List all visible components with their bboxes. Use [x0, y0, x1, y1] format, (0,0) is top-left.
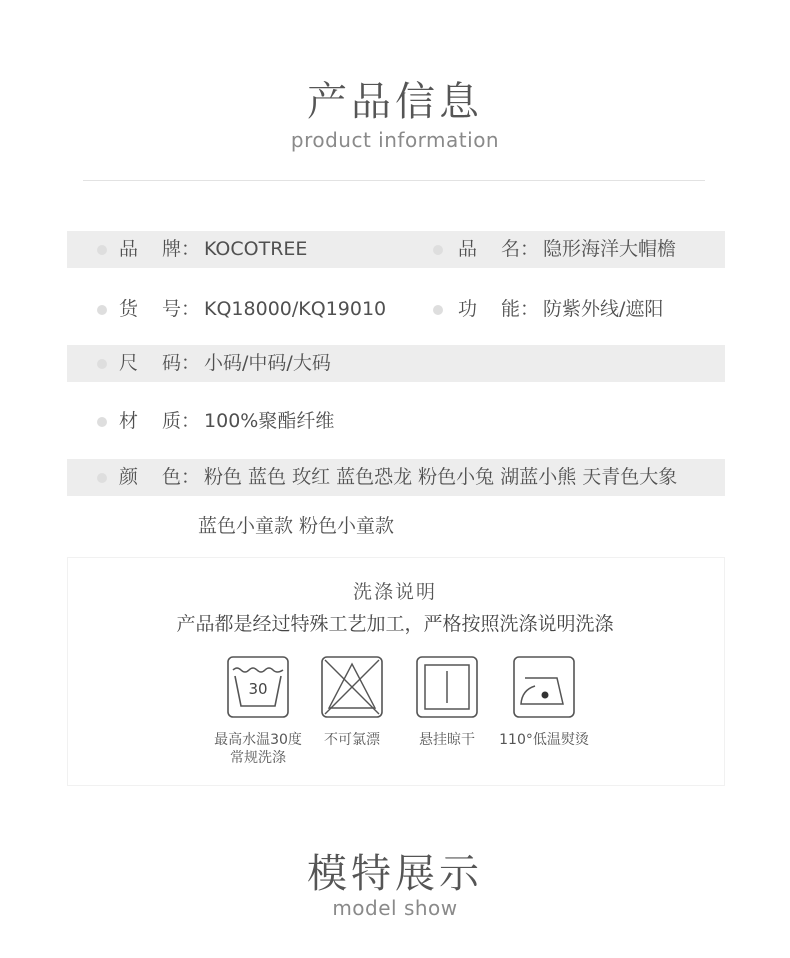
- wash-30-icon: [227, 656, 289, 718]
- info-brand: [119, 231, 307, 268]
- info-color: [119, 459, 677, 496]
- section-title-en: model show: [332, 896, 458, 920]
- section-title-en: product information: [290, 128, 500, 152]
- wash-30-caption-line2: 常规洗涤: [230, 750, 286, 766]
- value-color: 粉色 蓝色 玫红 蓝色恐龙 粉色小兔 湖蓝小熊 天青色大象: [204, 466, 678, 488]
- value-product-name: 隐形海洋大帽檐: [543, 238, 677, 260]
- wash-title: 洗涤说明: [352, 581, 437, 603]
- label-product-name: 品名: [458, 238, 520, 260]
- value-sku: KQ18000/KQ19010: [204, 298, 387, 320]
- bullet-dot: [97, 359, 107, 369]
- bullet-dot: [97, 245, 107, 255]
- value-function: 防紫外线/遮阳: [543, 298, 664, 320]
- info-function: [458, 291, 663, 328]
- colon: ：: [181, 238, 201, 260]
- hang-dry-caption-line1: 悬挂晾干: [419, 732, 475, 748]
- colon: ：: [520, 298, 540, 320]
- info-sku: [119, 291, 386, 328]
- no-bleach-icon: [321, 656, 383, 718]
- hang-dry-icon: [416, 656, 478, 718]
- label-brand: 品牌: [119, 238, 181, 260]
- hang-dry-caption: [392, 731, 502, 749]
- bullet-dot: [433, 305, 443, 315]
- colon: ：: [181, 466, 201, 488]
- info-material: [119, 403, 334, 440]
- value-brand: KOCOTREE: [204, 238, 308, 260]
- value-size: 小码/中码/大码: [204, 352, 331, 374]
- no-bleach-caption-line1: 不可氯漂: [324, 732, 380, 748]
- value-color-line2: 蓝色小童款 粉色小童款: [198, 515, 395, 537]
- bullet-dot: [97, 417, 107, 427]
- colon: ：: [181, 352, 201, 374]
- value-material: 100%聚酯纤维: [204, 410, 335, 432]
- no-bleach-caption: [297, 731, 407, 749]
- iron-110-icon: [513, 656, 575, 718]
- bullet-dot: [433, 245, 443, 255]
- info-product-name: [458, 231, 676, 268]
- wash-30-caption-line1: 最高水温30度: [214, 732, 302, 748]
- label-sku: 货号: [119, 298, 181, 320]
- wash-subtitle: 产品都是经过特殊工艺加工，严格按照洗涤说明洗涤: [176, 613, 614, 635]
- colon: ：: [181, 298, 201, 320]
- iron-caption: [489, 731, 599, 749]
- section-title-cn: 模特展示: [307, 851, 483, 897]
- label-size: 尺码: [119, 352, 181, 374]
- label-color: 颜色: [119, 466, 181, 488]
- colon: ：: [520, 238, 540, 260]
- info-size: [119, 345, 331, 382]
- colon: ：: [181, 410, 201, 432]
- iron-caption-line1: 110°低温熨烫: [499, 732, 589, 748]
- bullet-dot: [97, 473, 107, 483]
- divider: [83, 180, 705, 181]
- label-function: 功能: [458, 298, 520, 320]
- label-material: 材质: [119, 410, 181, 432]
- bullet-dot: [97, 305, 107, 315]
- section-title-cn: 产品信息: [307, 79, 483, 125]
- wash-temp-label: 30: [248, 680, 268, 698]
